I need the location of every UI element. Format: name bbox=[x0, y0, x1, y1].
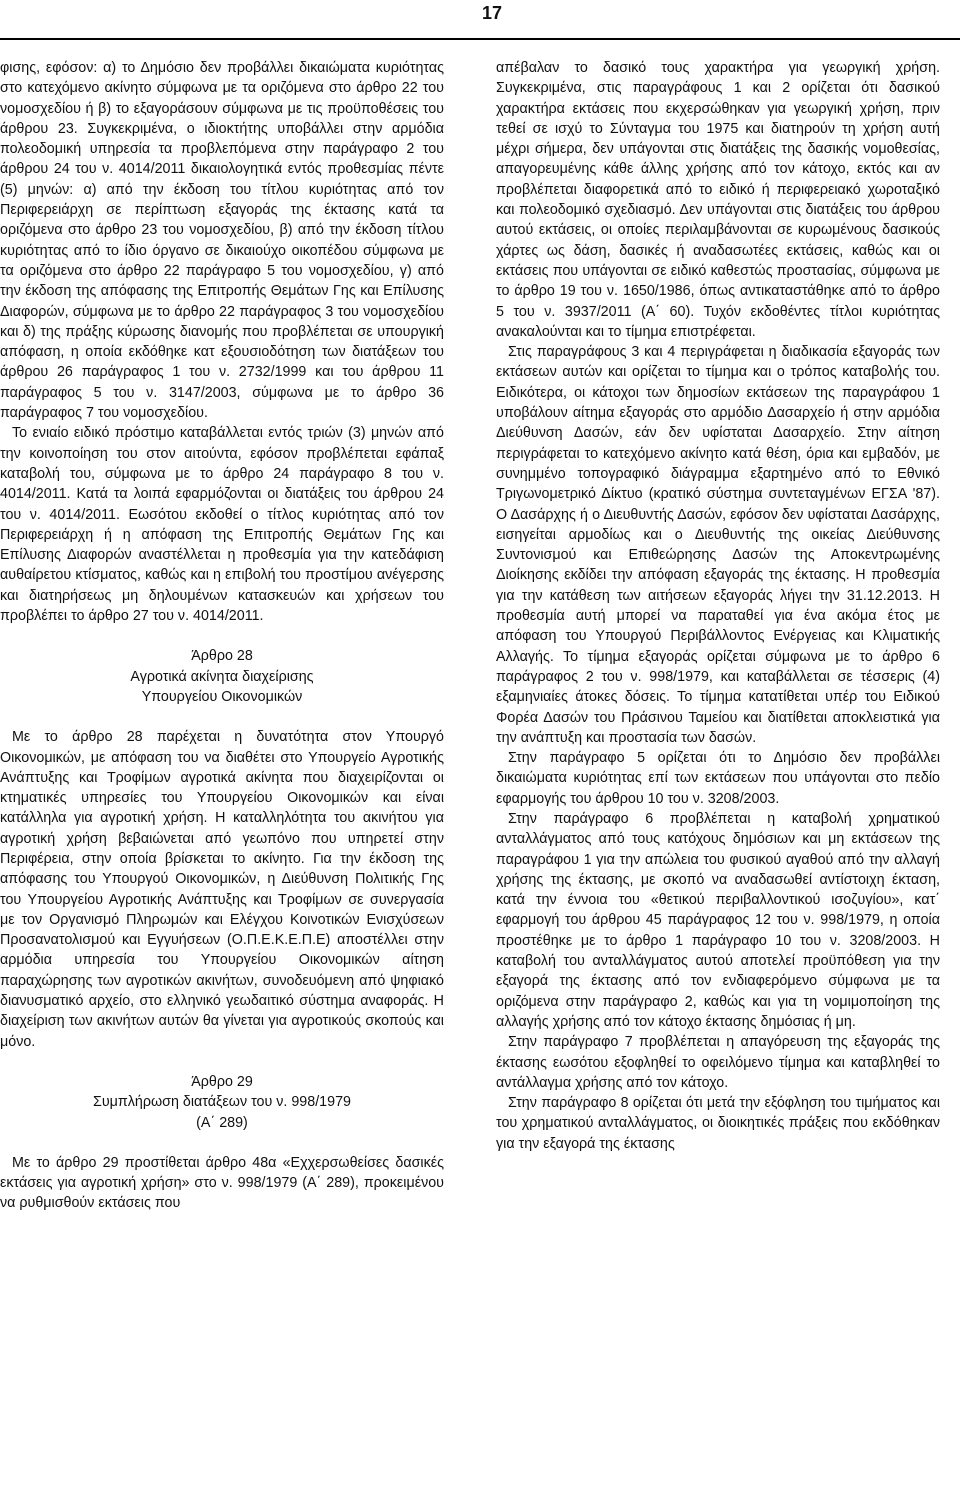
paragraph: φισης, εφόσον: α) το Δημόσιο δεν προβάλλει δικαιώματα κυριότητας στο κατεχόμενο ακίνητο σύμφωνα με τα οριζόμενα στο άρθρο 22 του νομοσχεδίου ή β) το εξαγοράσουν σύμφωνα με τις προϋποθέσεις του άρθρου 23. Συγκεκριμένα, ο ιδιοκτήτης υποβάλλει στην αρμόδια πολεοδομική υπηρεσία τα προβλεπόμενα στην παράγραφο 2 του άρθρου 24 του ν. 4014/2011 δικαιολογητικά εντός προθεσμίας πέντε (5) μηνών: α) από την έκδοση του τίτλου κυριότητας από τον Περιφερειάρχη σε περίπτωση εξαγοράς της έκτασης κατά τα οριζόμενα στο άρθρο 23 του νομοσχεδίου, β) από την έκδοση τίτλου κυριότητας από το ίδιο όργανο σε δικαιούχο οικοπέδου σύμφωνα με τα οριζόμενα στο άρθρο 22 παράγραφο 5 του νομοσχεδίου, γ) από την έκδοση της απόφασης της Επιτροπής Θεμάτων Γης και Επίλυσης Διαφορών, σύμφωνα με το άρθρο 22 παράγραφος 3 του νομοσχεδίου και δ) της πράξης κύρωσης διανομής που προβλέπεται σε υπουργική απόφαση, η οποία εκδόθηκε κατ εξουσιοδότηση των διατάξεων του άρθρου 26 παράγραφος 1 του ν. 2732/1999 και του άρθρου 11 παράγραφος 5 του ν. 3147/2003, σύμφωνα με το άρθρο 36 παράγραφος 7 του νομοσχεδίου. bbox=[0, 60, 444, 422]
paragraph: Στην παράγραφο 8 ορίζεται ότι μετά την εξόφληση του τιμήματος και του χρηματικού ανταλλάγματος, οι διοικητικές πράξεις που εκδόθηκαν για την εξαγορά της έκτασης bbox=[496, 1095, 940, 1152]
article-28-number: Άρθρο 28 bbox=[191, 648, 253, 665]
paragraph: απέβαλαν το δασικό τους χαρακτήρα για γεωργική χρήση. Συγκεκριμένα, στις παραγράφους 1 και 2 ορίζεται ότι δασικού χαρακτήρα εκτάσεις που εκχερσώθηκαν για γεωργική χρήση, πριν τεθεί σε ισχύ το Σύνταγμα του 1975 και διατηρούν τη χρήση αυτή μέχρι σήμερα, δεν υπάγονται στις διατάξεις της δασικής νομοθεσίας, απαγορευμένης κάθε άλλης χρήσης από τον κάτοχο, εκτός και αν προβλέπεται διαφορετικά από το ειδικό ή περιφερειακό χωροταξικό και πολεοδομικό σχεδιασμό. Δεν υπάγονται στις διατάξεις του άρθρου αυτού εκτάσεις, οι οποίες περιλαμβάνονται σε κυρωμένους δασικούς χάρτες ως δάση, δασικές ή αναδασωτέες εκτάσεις, καθώς και οι εκτάσεις που υπάγονται σε ειδικό καθεστώς προστασίας, σύμφωνα με το άρθρο 19 του ν. 1650/1986, όπως αντικαταστάθηκε από το άρθρο 5 του ν. 3937/2011 (Α΄ 60). Τυχόν εκδοθέντες τίτλοι κυριότητας ανακαλούνται και το τίμημα επιστρέφεται. bbox=[496, 60, 940, 340]
paragraph: Το ενιαίο ειδικό πρόστιμο καταβάλλεται εντός τριών (3) μηνών από την κοινοποίηση του στον αιτούντα, εφόσον προβλέπεται εφάπαξ καταβολή του, σύμφωνα με το άρθρο 24 παράγραφο 8 του ν. 4014/2011. Κατά τα λοιπά εφαρμόζονται οι διατάξεις του άρθρου 24 του ν. 4014/2011. Εωσότου εκδοθεί ο τίτλος κυριότητας από τον Περιφερειάρχη ή η απόφαση της Επιτροπής Θεμάτων Γης και Επίλυσης Διαφορών αναστέλλεται η προθεσμία για την κατεδάφιση αυθαίρετου κτίσματος, καθώς και η επιβολή του προστίμου ανέγερσης και διατηρήσεως μη δηλουμένων κατασκευών και χρήσεων του προβλέπει το άρθρο 27 του ν. 4014/2011. bbox=[0, 425, 444, 625]
paragraph: Στην παράγραφο 6 προβλέπεται η καταβολή χρηματικού ανταλλάγματος από τους κατόχους δημόσιων και μη εκτάσεων της παραγράφου 1 για την απώλεια του φυσικού αγαθού από την αλλαγή χρήσης της έκτασης, με σκοπό να αναδασωθεί αντίστοιχη έκταση, κατά την έννοια του «θετικού περιβαλλοντικού ισοζυγίου», κατ΄ εφαρμογή του άρθρου 45 παράγραφος 12 του ν. 998/1979, η οποία προστέθηκε με το άρθρο 1 παράγραφο 10 του ν. 3208/2003. Η καταβολή του ανταλλάγματος αυτού αποτελεί προϋπόθεση για την εξαγορά της έκτασης από τον ενδιαφερόμενο σύμφωνα με τα οριζόμενα στην παράγραφο 2, καθώς και για τη νομιμοποίηση της αλλαγής χρήσης από τον κάτοχο έκτασης δημόσιας ή μη. bbox=[496, 810, 940, 1030]
page-number: 17 bbox=[481, 3, 502, 23]
paragraph: Στην παράγραφο 7 προβλέπεται η απαγόρευση της εξαγοράς της έκτασης εωσότου εξοφληθεί το οφειλόμενο τίμημα και καταβληθεί το αντάλλαγμα χρήσης από τον κάτοχο. bbox=[496, 1034, 940, 1091]
right-column bbox=[496, 58, 940, 1154]
paragraph: Με το άρθρο 29 προστίθεται άρθρο 48α «Εχχερσωθείσες δασικές εκτάσεις για αγροτική χρήση» στο ν. 998/1979 (Α΄ 289), προκειμένου να ρυθμισθούν εκτάσεις που bbox=[0, 1154, 444, 1212]
page-header bbox=[0, 0, 960, 40]
article-29-number: Άρθρο 29 bbox=[191, 1073, 253, 1090]
paragraph: Με το άρθρο 28 παρέχεται η δυνατότητα στον Υπουργό Οικονομικών, με απόφαση του να διαθέτει στο Υπουργείο Αγροτικής Ανάπτυξης και Τροφίμων αγροτικά ακίνητα που διαχειρίζονται οι κτηματικές υπηρεσίες του Υπουργείου Οικονομικών και είναι κατάλληλα για αγροτική χρήση. Η καταλληλότητα του ακινήτου για αγροτική χρήση βεβαιώνεται από γεωπόνο που υπηρετεί στην Περιφέρεια, στην οποία βρίσκεται το ακίνητο. Για την έκδοση της απόφασης του Υπουργού Οικονομικών, η Διεύθυνση Πολιτικής Γης του Υπουργείου Αγροτικής Ανάπτυξης και Τροφίμων σε συνεργασία με τον Οργανισμό Πληρωμών και Ελέγχου Κοινοτικών Ενισχύσεων Προσανατολισμού και Εγγυήσεων (Ο.Π.Ε.Κ.Ε.Π.Ε) αποστέλλει στην αρμόδια υπηρεσία του Υπουργείου Οικονομικών αίτηση παραχώρησης των αγροτικών ακινήτων, συνοδευόμενη από ψηφιακό διανυσματικό αρχείο, στο ελληνικό γεωδαιτικό σύστημα αναφοράς. Η διαχείριση των ακινήτων αυτών θα γίνεται για αγροτικούς σκοπούς και μόνο. bbox=[0, 729, 444, 1050]
article-28-title: Υπουργείου Οικονομικών bbox=[141, 688, 303, 705]
paragraph: Στις παραγράφους 3 και 4 περιγράφεται η διαδικασία εξαγοράς των εκτάσεων αυτών και ορίζεται το τίμημα και ο τρόπος καταβολής του. Ειδικότερα, οι κάτοχοι των δημοσίων εκτάσεων της παραγράφου 1 υποβάλουν αίτημα εξαγοράς στο αρμόδιο Δασαρχείο ή στην αρμόδια Διεύθυνση Δασών, εάν δεν υφίσταται Δασαρχείο. Στην αίτηση περιγράφεται το κατεχόμενο ακίνητο κατά θέση, όρια και εμβαδόν, με συνημμένο τοπογραφικό διάγραμμα εξαρτημένο από το Εθνικό Τριγωνομετρικό Δίκτυο (κρατικό σύστημα συντεταγμένων ΕΓΣΑ '87). Ο Δασάρχης ή ο Διευθυντής Δασών, εφόσον δεν υφίσταται Δασάρχης, εισηγείται αρμοδίως και ο Διευθυντής της οικείας Διεύθυνσης Συντονισμού και Επιθεώρησης Δασών της Αποκεντρωμένης Διοίκησης εκδίδει την απόφαση εξαγοράς της έκτασης. Η προθεσμία για την κατάθεση των αιτήσεων εξαγοράς λήγει την 31.12.2013. Η προθεσμία αυτή μπορεί να παραταθεί για ένα ακόμα έτος με απόφαση του Υπουργού Περιβάλλοντος Ενέργειας και Κλιματικής Αλλαγής. Το τίμημα εξαγοράς ορίζεται σύμφωνα με το άρθρο 6 παράγραφος 2 του ν. 998/1979, και καταβάλλεται σε τέσσερις (4) εξαμηνιαίες άτοκες δόσεις. Το τίμημα κατατίθεται υπέρ του Ειδικού Φορέα Δασών του Πράσινου Ταμείου και διατίθεται αποκλειστικά για την ανάπτυξη και προστασία των δασών. bbox=[496, 344, 940, 746]
article-28-title: Αγροτικά ακίνητα διαχείρισης bbox=[130, 668, 314, 685]
article-29-title: Συμπλήρωση διατάξεων του ν. 998/1979 bbox=[93, 1094, 351, 1111]
paragraph: Στην παράγραφο 5 ορίζεται ότι το Δημόσιο δεν προβάλλει δικαιώματα κυριότητας επί των εκτάσεων που υπάγονται στο πεδίο εφαρμογής του άρθρου 10 του ν. 3208/2003. bbox=[496, 750, 940, 807]
article-29-title: (Α΄ 289) bbox=[196, 1114, 248, 1131]
left-column bbox=[0, 58, 444, 1214]
